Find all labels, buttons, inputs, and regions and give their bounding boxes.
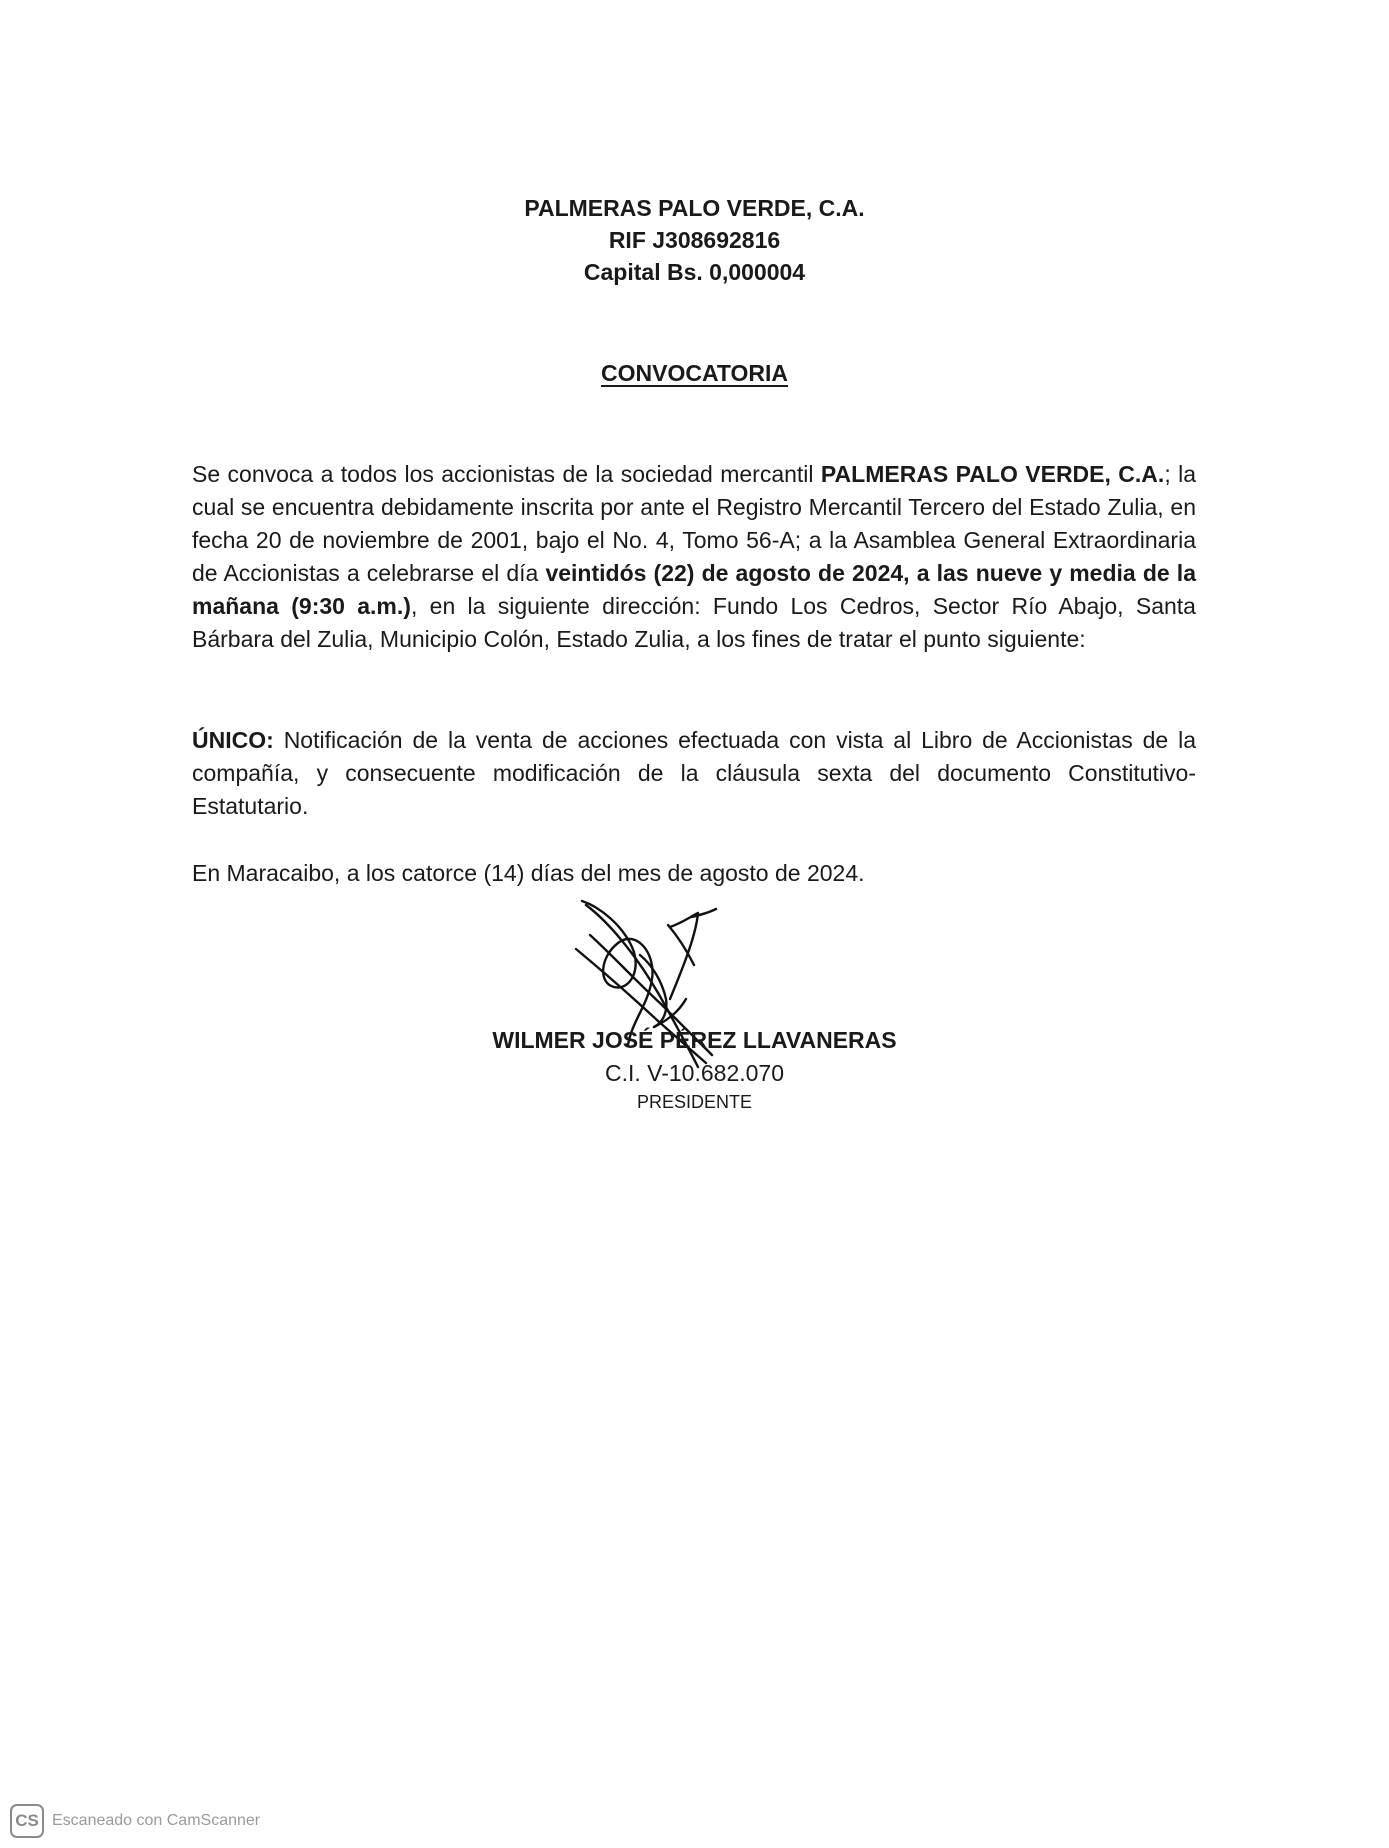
agenda-text: Notificación de la venta de acciones efectuada con vista al Libro de Accionistas de la compañía, y consecuente modificación de la cláusula sexta del documento Constitutivo-Estatutario. xyxy=(192,727,1196,819)
scanner-footer xyxy=(10,1802,260,1840)
company-rif: RIF J308692816 xyxy=(608,227,781,253)
camscanner-logo-icon: CS xyxy=(10,1804,44,1838)
scanner-footer-text: Escaneado con CamScanner xyxy=(52,1812,261,1829)
p1-text-3: , en la siguiente dirección: Fundo Los Cedros, Sector Río Abajo, Santa Bárbara del Zulia, Municipio Colón, Estado Zulia, a los fines de tratar el punto siguiente: xyxy=(192,593,1196,652)
document-title: CONVOCATORIA xyxy=(601,360,788,386)
signatory-ci: C.I. V-10.682.070 xyxy=(604,1060,784,1086)
convocation-paragraph xyxy=(192,458,1196,656)
agenda-paragraph xyxy=(192,724,1196,823)
place-date-paragraph: En Maracaibo, a los catorce (14) días del mes de agosto de 2024. xyxy=(192,860,865,886)
agenda-label: ÚNICO: xyxy=(192,727,274,753)
signatory-role: PRESIDENTE xyxy=(636,1092,753,1112)
p1-date-bold: veintidós (22) de agosto de 2024, a las nueve y media de la mañana (9:30 a.m.) xyxy=(192,560,1196,619)
company-name: PALMERAS PALO VERDE, C.A. xyxy=(524,195,865,221)
signatory-name: WILMER JOSÉ PÉREZ LLAVANERAS xyxy=(492,1027,897,1053)
p1-company-bold: PALMERAS PALO VERDE, C.A. xyxy=(820,461,1165,487)
company-header xyxy=(0,192,1389,288)
document-title-container xyxy=(0,357,1389,389)
company-capital: Capital Bs. 0,000004 xyxy=(583,259,806,285)
p1-text-2: ; la cual se encuentra debidamente inscrita por ante el Registro Mercantil Tercero del Estado Zulia, en fecha 20 de noviembre de 2001, bajo el No. 4, Tomo 56-A; a la Asamblea General Extraordinaria de Accionistas a celebrarse el día xyxy=(192,461,1197,586)
p1-text-1: Se convoca a todos los accionistas de la sociedad mercantil xyxy=(192,461,821,487)
